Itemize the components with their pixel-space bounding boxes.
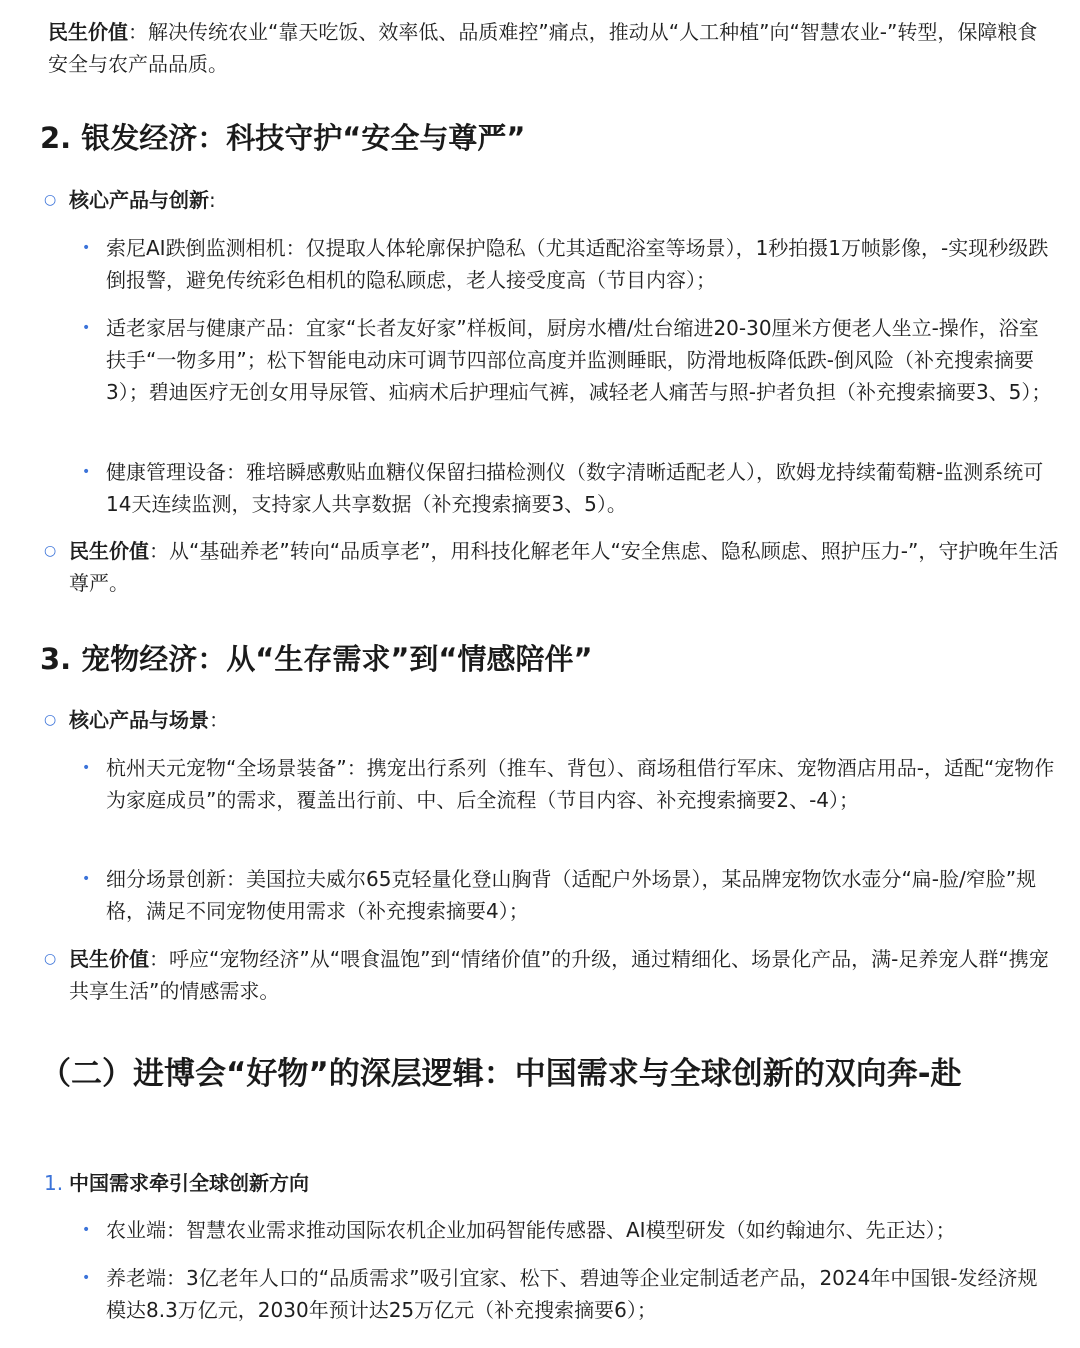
sub-list-text: 适老家居与健康产品：宜家“长者友好家”样板间，厨房水槽/灶台缩进20-30厘米方便老人坐立-操作，浴室扶手“一物多用”；松下智能电动床可调节四部位高度并监测睡眠，防滑地板降低跌-倒风险（补充搜索摘要3）；碧迪医疗无创女用导尿管、疝病术后护理疝气裤，减轻老人痛苦与照-护者负担（补充搜索摘要3、5）； [106, 316, 1052, 404]
dot-bullet-icon: • [82, 1270, 91, 1286]
section-heading-silver-economy: 2. 银发经济：科技守护“安全与尊严” [40, 121, 526, 155]
hollow-circle-bullet-icon: ○ [44, 712, 57, 728]
hollow-circle-bullet-icon: ○ [44, 543, 57, 559]
ordered-item-label: 中国需求牵引全球创新方向 [69, 1171, 309, 1195]
hollow-circle-bullet-icon: ○ [44, 192, 57, 208]
value-label: 民生价值 [69, 539, 149, 563]
intro-text: ：解决传统农业“靠天吃饭、效率低、品质难控”痛点，推动从“人工种植”向“智慧农业-”转型，保障粮食安全与农产品品质。 [48, 20, 1038, 76]
dot-bullet-icon: • [82, 760, 91, 776]
sub-list-text: 索尼AI跌倒监测相机：仅提取人体轮廓保护隐私（尤其适配浴室等场景），1秒拍摄1万帧影像，-实现秒级跌倒报警，避免传统彩色相机的隐私顾虑，老人接受度高（节目内容）； [106, 236, 1049, 292]
value-text: ：呼应“宠物经济”从“喂食温饱”到“情绪价值”的升级，通过精细化、场景化产品，满-足养宠人群“携宠共享生活”的情感需求。 [69, 947, 1049, 1003]
dot-bullet-icon: • [82, 320, 91, 336]
hollow-circle-bullet-icon: ○ [44, 951, 57, 967]
sub-list-text: 健康管理设备：雅培瞬感敷贴血糖仪保留扫描检测仪（数字清晰适配老人），欧姆龙持续葡萄糖-监测系统可14天连续监测，支持家人共享数据（补充搜索摘要3、5）。 [106, 460, 1044, 516]
value-label: 民生价值 [69, 947, 149, 971]
sub-list-text: 细分场景创新：美国拉夫威尔65克轻量化登山胸背（适配户外场景），某品牌宠物饮水壶分“扁-脸/窄脸”规格，满足不同宠物使用需求（补充搜索摘要4）； [106, 867, 1037, 923]
sub-list-text: 农业端：智慧农业需求推动国际农机企业加码智能传感器、AI模型研发（如约翰迪尔、先正达）； [106, 1218, 956, 1242]
dot-bullet-icon: • [82, 1222, 91, 1238]
colon: : [209, 188, 216, 212]
colon: ： [209, 708, 229, 732]
core-products-label: 核心产品与创新 [69, 188, 209, 212]
dot-bullet-icon: • [82, 871, 91, 887]
intro-label: 民生价值 [48, 20, 128, 44]
intro-paragraph [48, 16, 1048, 80]
dot-bullet-icon: • [82, 240, 91, 256]
sub-list-text: 杭州天元宠物“全场景装备”：携宠出行系列（推车、背包）、商场租借行军床、宠物酒店用品-，适配“宠物作为家庭成员”的需求，覆盖出行前、中、后全流程（节目内容、补充搜索摘要2、-4）； [106, 756, 1055, 812]
value-text: ：从“基础养老”转向“品质享老”，用科技化解老年人“安全焦虑、隐私顾虑、照护压力-”，守护晚年生活尊严。 [69, 539, 1059, 595]
sub-list-text: 养老端：3亿老年人口的“品质需求”吸引宜家、松下、碧迪等企业定制适老产品，2024年中国银-发经济规模达8.3万亿元，2030年预计达25万亿元（补充搜索摘要6）； [106, 1266, 1038, 1322]
section-heading-pet-economy: 3. 宠物经济：从“生存需求”到“情感陪伴” [40, 642, 593, 676]
list-number: 1. [44, 1171, 64, 1195]
part-heading-deep-logic: （二）进博会“好物”的深层逻辑：中国需求与全球创新的双向奔-赴 [40, 1056, 962, 1092]
core-products-label: 核心产品与场景 [69, 708, 209, 732]
dot-bullet-icon: • [82, 464, 91, 480]
